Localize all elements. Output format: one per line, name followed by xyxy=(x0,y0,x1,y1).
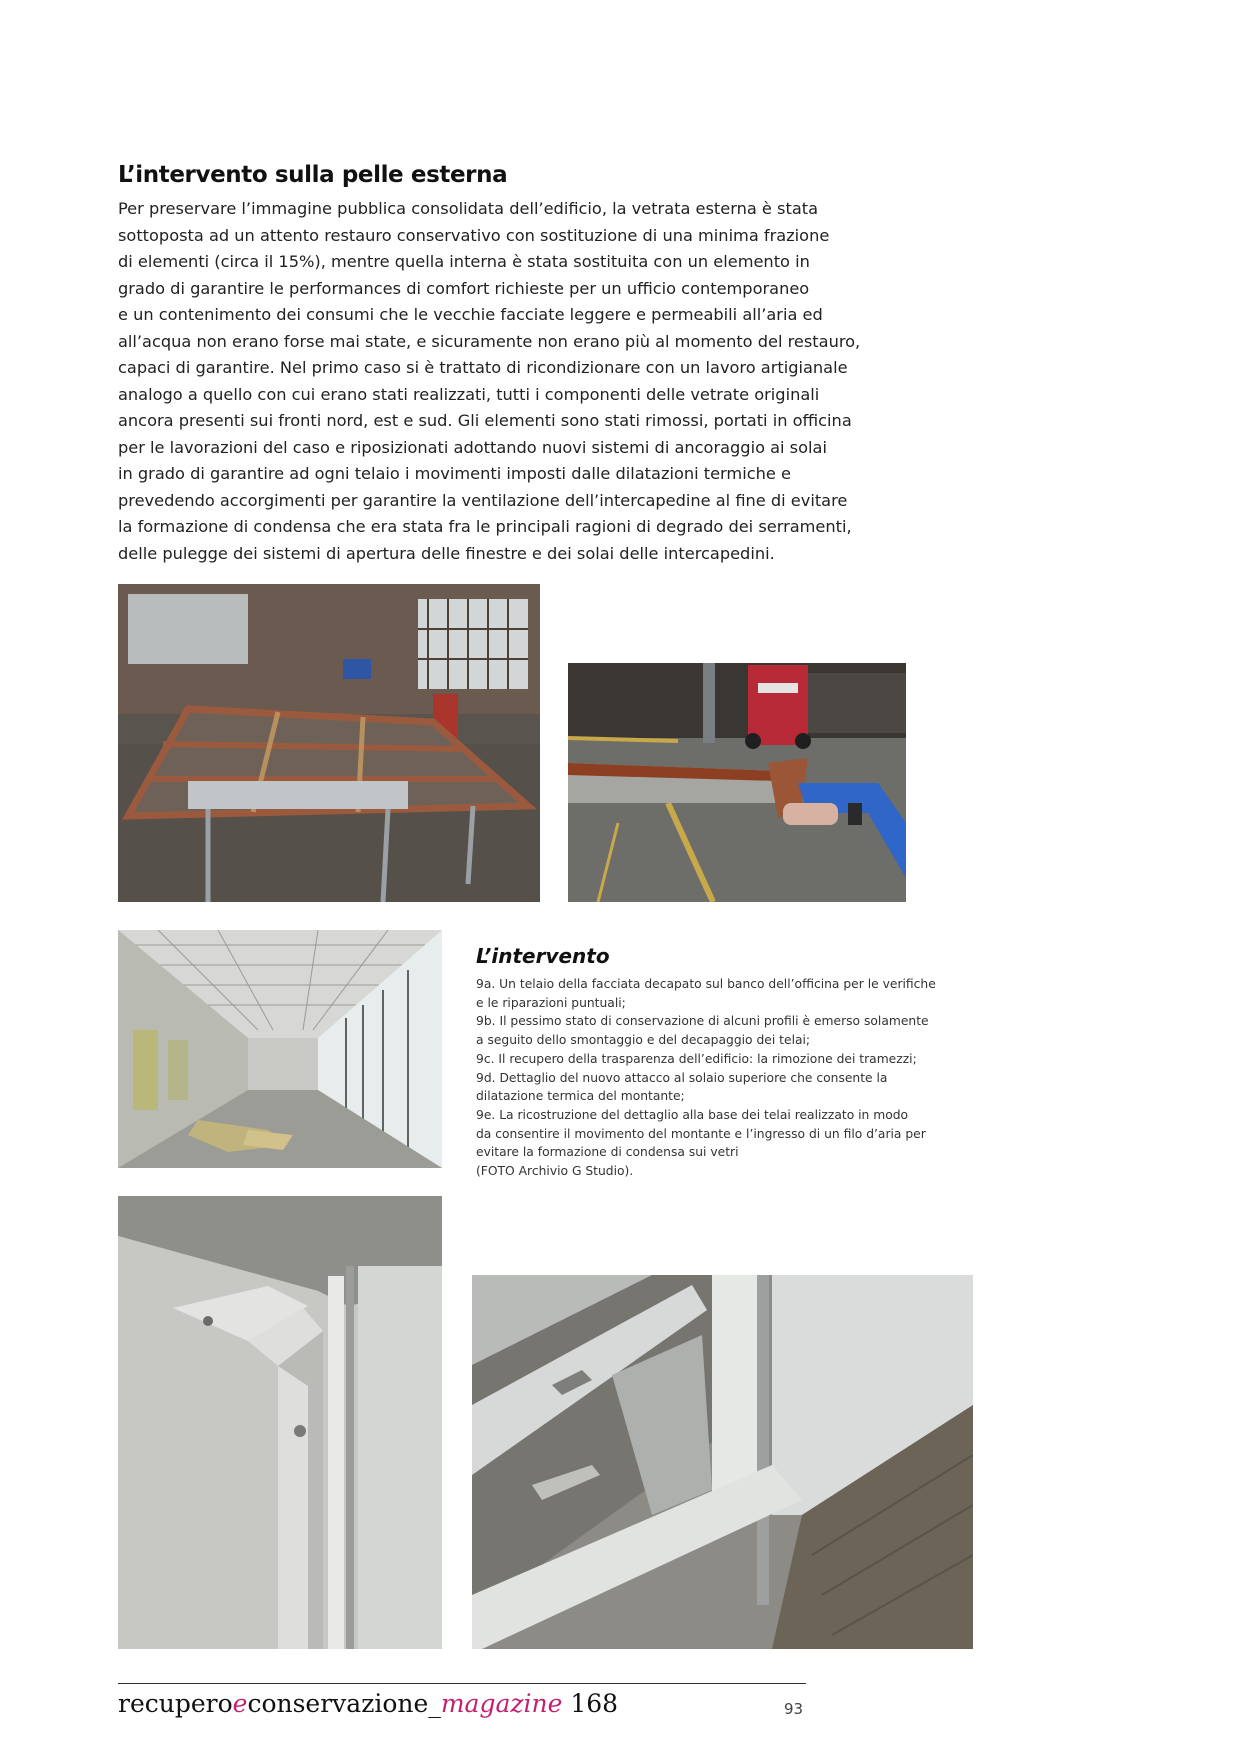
brand-accent: e xyxy=(232,1689,248,1718)
caption-item xyxy=(476,1106,946,1162)
footer-divider xyxy=(118,1683,806,1684)
caption-line: dilatazione termica del montante; xyxy=(476,1089,685,1104)
body-line: grado di garantire le performances di comfort richieste per un ufficio contemporaneo xyxy=(118,278,810,298)
body-line: e un contenimento dei consumi che le vecchie facciate leggere e permeabili all’aria ed xyxy=(118,305,823,324)
magazine-brand xyxy=(118,1689,618,1718)
brand-text: recupero xyxy=(118,1689,233,1718)
body-line: la formazione di condensa che era stata fra le principali ragioni di degrado dei serramenti, xyxy=(118,517,852,536)
body-line: per le lavorazioni del caso e riposizionati adottando nuovi sistemi di ancoraggio ai solai xyxy=(118,437,827,457)
page-number: 93 xyxy=(784,1700,804,1718)
caption-line: (FOTO Archivio G Studio). xyxy=(476,1164,634,1179)
article-body xyxy=(118,196,861,567)
caption-item xyxy=(476,1069,946,1106)
body-line: analogo a quello con cui erano stati realizzati, tutti i componenti delle vetrate originali xyxy=(118,384,820,404)
body-line: ancora presenti sui fronti nord, est e sud. Gli elementi sono stati rimossi, portati in officina xyxy=(118,411,852,430)
body-line: Per preservare l’immagine pubblica consolidata dell’edificio, la vetrata esterna è stata xyxy=(118,199,819,218)
brand-text: conservazione_ xyxy=(247,1689,441,1718)
body-line: delle pulegge dei sistemi di apertura delle finestre e dei solai delle intercapedini. xyxy=(118,543,775,563)
body-line: sottoposta ad un attento restauro conservativo con sostituzione di una minima frazione xyxy=(118,225,830,245)
caption-line: evitare la formazione di condensa sui vetri xyxy=(476,1145,739,1160)
caption-line: a seguito dello smontaggio e del decapaggio dei telai; xyxy=(476,1033,811,1048)
photo-workshop-frame xyxy=(118,584,540,902)
photo-upper-attachment-detail xyxy=(118,1196,442,1649)
caption-item xyxy=(476,1012,946,1049)
caption-item xyxy=(476,1050,946,1069)
body-line: di elementi (circa il 15%), mentre quella interna è stata sostituita con un elemento in xyxy=(118,252,810,271)
caption-line: 9b. Il pessimo stato di conservazione di alcuni profili è emerso solamente xyxy=(476,1014,929,1029)
brand-accent: magazine xyxy=(440,1689,563,1718)
caption-line: 9c. Il recupero della trasparenza dell’edificio: la rimozione dei tramezzi; xyxy=(476,1051,917,1066)
caption-item xyxy=(476,975,946,1012)
caption-line: e le riparazioni puntuali; xyxy=(476,995,626,1010)
caption-line: 9d. Dettaglio del nuovo attacco al solaio superiore che consente la xyxy=(476,1070,888,1085)
caption-line: da consentire il movimento del montante e l’ingresso di un filo d’aria per xyxy=(476,1126,926,1141)
caption-list xyxy=(476,975,946,1181)
photo-corroded-profile xyxy=(568,663,906,902)
body-line: all’acqua non erano forse mai state, e sicuramente non erano più al momento del restauro, xyxy=(118,331,861,351)
caption-title: L’intervento xyxy=(476,944,610,968)
caption-line: 9e. La ricostruzione del dettaglio alla base dei telai realizzato in modo xyxy=(476,1107,909,1122)
photo-base-detail xyxy=(472,1275,973,1649)
issue-number: 168 xyxy=(562,1689,619,1718)
article-heading: L’intervento sulla pelle esterna xyxy=(118,162,508,188)
body-line: capaci di garantire. Nel primo caso si è trattato di ricondizionare con un lavoro artigianale xyxy=(118,358,848,377)
caption-line: 9a. Un telaio della facciata decapato sul banco dell’officina per le verifiche xyxy=(476,977,936,991)
body-line: in grado di garantire ad ogni telaio i movimenti imposti dalle dilatazioni termiche e xyxy=(118,464,791,483)
caption-credit xyxy=(476,1162,946,1181)
photo-interior-open-space xyxy=(118,930,442,1168)
body-line: prevedendo accorgimenti per garantire la ventilazione dell’intercapedine al fine di evitare xyxy=(118,490,848,510)
